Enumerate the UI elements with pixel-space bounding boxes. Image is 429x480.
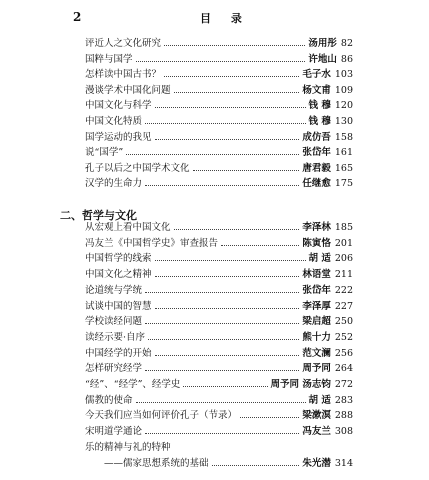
dot-leader <box>145 292 299 293</box>
toc-entry[interactable] <box>85 84 353 98</box>
toc-author: 陈寅恪 <box>302 237 331 249</box>
toc-title: 论道统与学统 <box>85 284 143 296</box>
toc-page-number: 252 <box>334 331 353 343</box>
toc-title: 评近人之文化研究 <box>85 38 162 49</box>
toc-author: 任继愈 <box>302 178 331 190</box>
toc-entry[interactable] <box>85 252 353 266</box>
dot-leader <box>155 355 300 356</box>
dot-leader <box>136 402 306 403</box>
toc-author: 冯友兰 <box>302 426 331 438</box>
toc-title: 中国文化与科学 <box>85 100 152 112</box>
toc-title: 孔子以后之中国学术文化 <box>85 162 190 174</box>
dot-leader <box>136 61 306 62</box>
page-header <box>0 10 429 26</box>
toc-entry[interactable] <box>85 284 353 298</box>
toc-entry[interactable] <box>85 53 353 67</box>
toc-author: 周予同 汤志钧 <box>270 379 331 390</box>
toc-author: 许地山 <box>308 53 337 65</box>
toc-author: 胡 适 <box>308 394 331 406</box>
toc-page-number: 120 <box>334 100 353 112</box>
toc-page-number: 158 <box>334 131 353 143</box>
section-heading: 二、哲学与文化 <box>60 209 137 222</box>
toc-page-number: 250 <box>334 316 353 328</box>
toc-page-number: 283 <box>334 394 353 406</box>
toc-title: 中国文化之精神 <box>85 269 152 281</box>
toc-author: 钱 穆 <box>308 116 331 127</box>
toc-author: 范文澜 <box>302 347 331 359</box>
toc-author: 熊十力 <box>302 331 331 343</box>
toc-entry[interactable] <box>85 409 353 423</box>
toc-entry[interactable] <box>85 146 353 160</box>
dot-leader <box>126 154 299 155</box>
dot-leader <box>183 386 267 387</box>
toc-title: 漫谈学术中国化问题 <box>85 84 171 96</box>
toc-page-number: 165 <box>334 162 353 174</box>
toc-subentry[interactable] <box>104 457 353 471</box>
toc-title: 国粹与国学 <box>85 53 133 65</box>
toc-title: 说“国学” <box>85 147 124 159</box>
toc-title: 冯友兰《中国哲学史》审查报告 <box>85 237 219 249</box>
toc-author: 汤用彤 <box>308 38 337 49</box>
toc-page-number: 227 <box>334 300 353 312</box>
toc-author: 梁启超 <box>302 316 331 328</box>
toc-author: 杨文甫 <box>302 84 331 96</box>
toc-page-number: 82 <box>340 38 353 49</box>
toc-entry[interactable] <box>85 162 353 176</box>
dot-leader <box>155 107 306 108</box>
toc-author: 周予同 <box>302 363 331 375</box>
dot-leader <box>145 433 299 434</box>
toc-entry[interactable] <box>85 441 353 455</box>
toc-page-number: 201 <box>334 237 353 249</box>
dot-leader <box>240 417 299 418</box>
dot-leader <box>145 123 306 124</box>
toc-entry[interactable] <box>85 237 353 251</box>
toc-title: 试谈中国的智慧 <box>85 300 152 312</box>
dot-leader <box>164 45 305 46</box>
toc-entry[interactable] <box>85 131 353 145</box>
dot-leader <box>145 185 299 186</box>
toc-author: 张岱年 <box>302 147 331 159</box>
toc-title: “经”、“经学”、经学史 <box>85 379 181 390</box>
toc-author: 朱光潜 <box>302 458 331 469</box>
toc-page-number: 185 <box>334 222 353 233</box>
toc-title: 宋明道学通论 <box>85 426 143 438</box>
dot-leader <box>164 76 299 77</box>
toc-entry[interactable] <box>85 331 353 345</box>
page-title: 目 录 <box>200 12 250 25</box>
toc-entry[interactable] <box>85 68 353 82</box>
dot-leader <box>155 260 306 261</box>
toc-entry[interactable] <box>85 394 353 408</box>
toc-title: 中国哲学的线索 <box>85 253 152 265</box>
dot-leader <box>145 323 299 324</box>
toc-title: 国学运动的我见 <box>85 131 152 143</box>
toc-entry[interactable] <box>85 177 353 191</box>
toc-title: 从宏观上看中国文化 <box>85 222 171 233</box>
toc-entry[interactable] <box>85 378 353 392</box>
toc-title: ——儒家思想系统的基础 <box>104 458 209 469</box>
toc-title: 中国经学的开始 <box>85 347 152 359</box>
toc-page-number: 86 <box>340 53 353 65</box>
toc-page-number: 264 <box>334 363 353 375</box>
toc-page-number: 222 <box>334 284 353 296</box>
toc-author: 钱 穆 <box>308 100 331 112</box>
toc-entry[interactable] <box>85 99 353 113</box>
toc-author: 成仿吾 <box>302 131 331 143</box>
toc-entry[interactable] <box>85 425 353 439</box>
toc-entry[interactable] <box>85 115 353 129</box>
toc-entry[interactable] <box>85 300 353 314</box>
toc-author: 李泽厚 <box>302 300 331 312</box>
toc-author: 张岱年 <box>302 284 331 296</box>
toc-title: 怎样研究经学 <box>85 363 143 375</box>
dot-leader <box>174 229 300 230</box>
toc-entry[interactable] <box>85 315 353 329</box>
toc-entry[interactable] <box>85 362 353 376</box>
toc-title: 今天我们应当如何评价孔子（节录） <box>85 410 238 422</box>
toc-entry[interactable] <box>85 37 353 51</box>
toc-author: 李泽林 <box>302 222 331 233</box>
toc-page-number: 130 <box>334 116 353 127</box>
dot-leader <box>155 276 300 277</box>
toc-page-number: 175 <box>334 178 353 190</box>
toc-page-number: 288 <box>334 410 353 422</box>
toc-author: 梁漱溟 <box>302 410 331 422</box>
toc-page-number: 161 <box>334 147 353 159</box>
dot-leader <box>148 339 299 340</box>
toc-entry[interactable] <box>85 268 353 282</box>
toc-page-number: 314 <box>334 458 353 469</box>
toc-entry[interactable] <box>85 347 353 361</box>
toc-title: 怎样读中国古书？ <box>85 69 162 81</box>
dot-leader <box>193 170 300 171</box>
toc-title: 学校读经问题 <box>85 316 143 328</box>
toc-title: 儒教的使命 <box>85 394 133 406</box>
toc-page-number: 272 <box>334 379 353 390</box>
toc-author: 唐君毅 <box>302 162 331 174</box>
toc-title: 乐的精神与礼的特种 <box>85 441 171 453</box>
dot-leader <box>145 370 299 371</box>
toc-page-number: 308 <box>334 426 353 438</box>
toc-author: 林语堂 <box>302 269 331 281</box>
dot-leader <box>221 245 299 246</box>
page-number: 2 <box>73 10 82 24</box>
toc-page-number: 103 <box>334 69 353 81</box>
toc-author: 胡 适 <box>308 253 331 265</box>
toc-page-number: 211 <box>334 269 353 281</box>
toc-page-number: 206 <box>334 253 353 265</box>
dot-leader <box>174 92 300 93</box>
toc-title: 中国文化特质 <box>85 116 143 127</box>
toc-page-number: 109 <box>334 84 353 96</box>
toc-author: 毛子水 <box>302 69 331 81</box>
dot-leader <box>155 139 300 140</box>
toc-entry[interactable] <box>85 221 353 235</box>
toc-title: 读经示要·自序 <box>85 331 146 343</box>
dot-leader <box>155 308 300 309</box>
toc-title: 汉学的生命力 <box>85 178 143 190</box>
dot-leader <box>212 465 300 466</box>
toc-page-number: 256 <box>334 347 353 359</box>
